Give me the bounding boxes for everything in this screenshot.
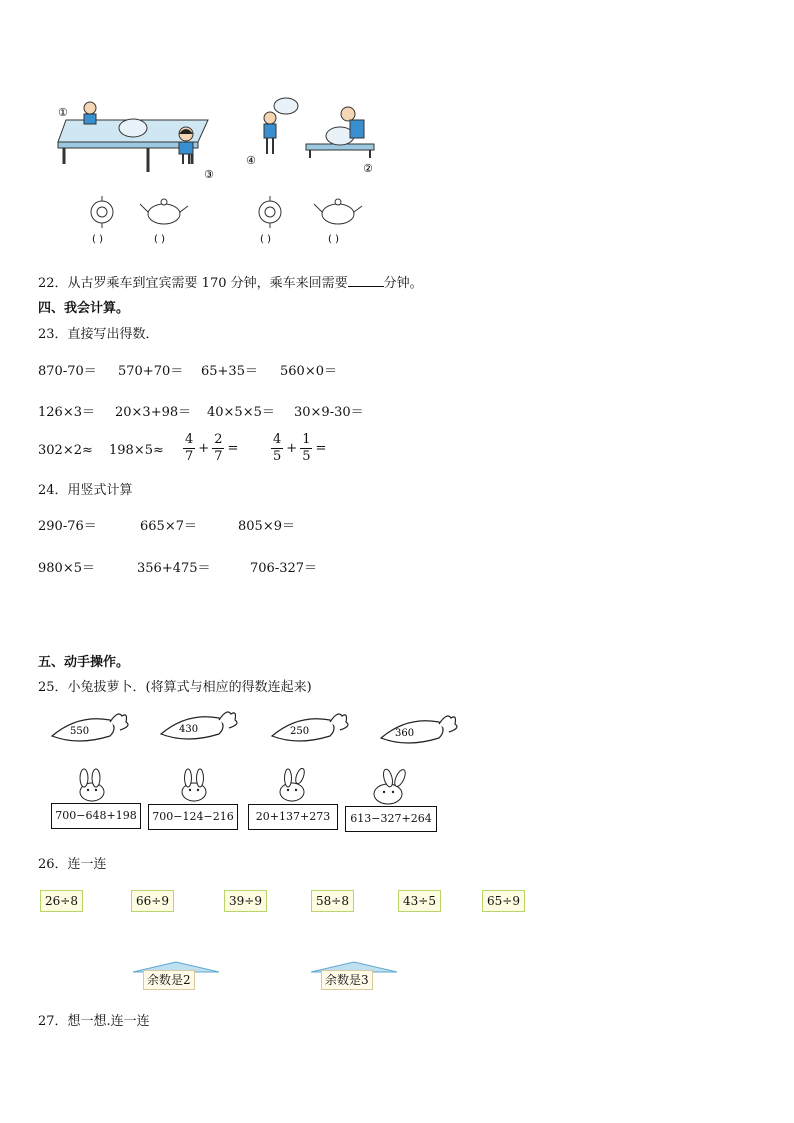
q22-text: 22．从古罗乘车到宜宾需要 170 分钟，乘车来回需要 bbox=[38, 276, 348, 291]
rabbit-icon bbox=[366, 768, 416, 806]
remainder-label-2[interactable]: 余数是2 bbox=[143, 970, 195, 990]
label-3: ③ bbox=[204, 168, 214, 181]
plus-sign: + bbox=[198, 441, 210, 456]
q24-r1-c3: 805×9＝ bbox=[238, 519, 295, 534]
fraction-4-7: 4 7 bbox=[185, 432, 194, 464]
paren-3: ( ) bbox=[260, 234, 271, 245]
rabbit-icon bbox=[70, 768, 114, 804]
expression-box-1[interactable]: 700−648+198 bbox=[51, 803, 141, 829]
carrot-value: 360 bbox=[395, 728, 415, 739]
q23-r1-c1: 870-70＝ bbox=[38, 364, 97, 379]
label-2: ② bbox=[363, 162, 373, 175]
q23-r2-c2: 20×3+98＝ bbox=[115, 405, 192, 420]
fraction-2-7: $\frac{2}{7}$ bbox=[214, 432, 223, 464]
expression-box-2[interactable]: 700−124−216 bbox=[148, 804, 238, 830]
q24-r1-c1: 290-76＝ bbox=[38, 519, 97, 534]
division-box-6[interactable]: 65÷9 bbox=[482, 890, 525, 912]
question-27-title: 27．想一想.连一连 bbox=[38, 1014, 150, 1029]
carrot-550[interactable] bbox=[48, 708, 130, 748]
carrot-430[interactable] bbox=[157, 706, 239, 746]
fraction-1-5: $\frac{1}{5}$ bbox=[302, 432, 311, 464]
division-box-2[interactable]: 66÷9 bbox=[131, 890, 174, 912]
q23-r3-c2: 198×5≈ bbox=[109, 443, 164, 458]
plus-sign: + bbox=[286, 441, 298, 456]
q23-r2-c4: 30×9-30＝ bbox=[294, 405, 364, 420]
division-box-3[interactable]: 39÷9 bbox=[224, 890, 267, 912]
expression-box-4[interactable]: 613−327+264 bbox=[345, 806, 437, 832]
section-4-title: 四、我会计算。 bbox=[38, 301, 130, 316]
division-box-1[interactable]: 26÷8 bbox=[40, 890, 83, 912]
division-box-4[interactable]: 58÷8 bbox=[311, 890, 354, 912]
q23-fraction-expr-1 bbox=[183, 432, 241, 465]
division-box-5[interactable]: 43÷5 bbox=[398, 890, 441, 912]
equals-sign: = bbox=[227, 441, 239, 456]
paren-4: ( ) bbox=[328, 234, 339, 245]
q24-r1-c2: 665×7＝ bbox=[140, 519, 197, 534]
q22-unit: 分钟。 bbox=[383, 276, 423, 291]
q24-r2-c2: 356+475＝ bbox=[137, 561, 211, 576]
question-25-title: 25．小兔拔萝卜．(将算式与相应的得数连起来) bbox=[38, 680, 312, 695]
carrot-value: 430 bbox=[179, 724, 199, 735]
rabbit-icon bbox=[272, 768, 316, 804]
q22-answer-blank[interactable] bbox=[348, 274, 384, 287]
remainder-label-3[interactable]: 余数是3 bbox=[321, 970, 373, 990]
q23-r2-c1: 126×3＝ bbox=[38, 405, 95, 420]
section-5-title: 五、动手操作。 bbox=[38, 655, 130, 670]
q23-fraction-expr-2 bbox=[271, 432, 329, 465]
q23-r1-c4: 560×0＝ bbox=[280, 364, 337, 379]
question-22 bbox=[38, 272, 423, 291]
paren-1: ( ) bbox=[92, 234, 103, 245]
equals-sign: = bbox=[315, 441, 327, 456]
q24-r2-c1: 980×5＝ bbox=[38, 561, 95, 576]
question-23-title: 23．直接写出得数． bbox=[38, 327, 159, 342]
q23-r3-c1: 302×2≈ bbox=[38, 443, 93, 458]
q23-r1-c2: 570+70＝ bbox=[118, 364, 184, 379]
paren-2: ( ) bbox=[154, 234, 165, 245]
expression-box-3[interactable]: 20+137+273 bbox=[248, 804, 338, 830]
rabbit-icon bbox=[172, 768, 216, 804]
fraction-4-5: 4 5 bbox=[273, 432, 282, 464]
q23-r2-c3: 40×5×5＝ bbox=[207, 405, 275, 420]
teapot-observation-illustration bbox=[38, 92, 378, 252]
label-4: ④ bbox=[246, 154, 256, 167]
label-1: ① bbox=[58, 106, 68, 119]
q23-r1-c3: 65+35＝ bbox=[201, 364, 258, 379]
question-24-title: 24．用竖式计算 bbox=[38, 483, 133, 498]
carrot-250[interactable] bbox=[268, 708, 350, 748]
q24-r2-c3: 706-327＝ bbox=[250, 561, 318, 576]
carrot-360[interactable] bbox=[377, 710, 459, 750]
question-26-title: 26．连一连 bbox=[38, 857, 107, 872]
carrot-value: 550 bbox=[70, 726, 90, 737]
carrot-value: 250 bbox=[290, 726, 310, 737]
